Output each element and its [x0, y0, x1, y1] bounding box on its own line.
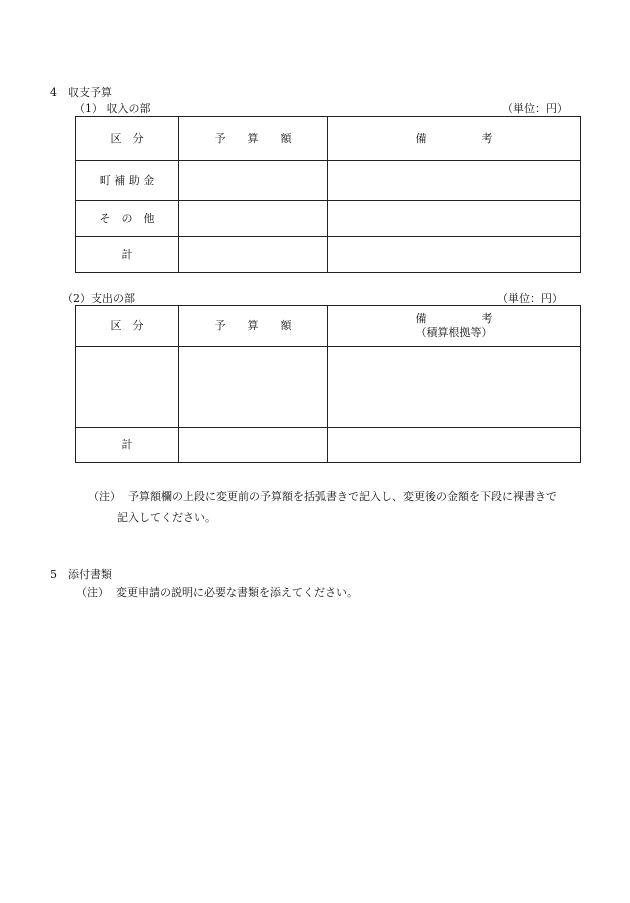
income-header-category: 区 分 — [76, 117, 179, 161]
expense-row-label[interactable] — [76, 347, 179, 428]
expense-header-amount: 予 算 額 — [179, 306, 328, 347]
income-remarks-cell[interactable] — [328, 161, 581, 201]
section5-note-text: 変更申請の説明に必要な書類を添えてください。 — [116, 586, 358, 599]
income-unit: （単位：円） — [502, 102, 568, 115]
table-row — [76, 428, 581, 463]
section4-note-line1: 予算額欄の上段に変更前の予算額を括弧書きで記入し、変更後の金額を下段に裸書きで — [128, 490, 557, 503]
expense-remarks-cell[interactable] — [328, 347, 581, 428]
section5-note-label: （注） — [76, 586, 109, 599]
income-header-remarks: 備 考 — [328, 117, 581, 161]
income-remarks-cell[interactable] — [328, 201, 581, 237]
table-row — [76, 201, 581, 237]
income-header-amount: 予 算 額 — [179, 117, 328, 161]
expense-amount-cell[interactable] — [179, 347, 328, 428]
expense-title: （2）支出の部 — [62, 292, 135, 305]
income-remarks-cell[interactable] — [328, 237, 581, 273]
income-amount-cell[interactable] — [179, 237, 328, 273]
income-row-label: 町 補 助 金 — [76, 161, 179, 201]
expense-total-label: 計 — [76, 428, 179, 463]
income-amount-cell[interactable] — [179, 161, 328, 201]
table-row — [76, 347, 581, 428]
expense-header-category: 区 分 — [76, 306, 179, 347]
expense-amount-cell[interactable] — [179, 428, 328, 463]
expense-header-remarks — [328, 306, 581, 347]
expense-table — [75, 305, 581, 463]
table-row — [76, 237, 581, 273]
section5-heading: 5 添付書類 — [50, 568, 112, 581]
expense-unit: （単位：円） — [497, 292, 563, 305]
income-header-row — [76, 117, 581, 161]
section4-note-label: （注） — [88, 490, 121, 503]
income-title: （1） 収入の部 — [74, 102, 151, 115]
table-row — [76, 161, 581, 201]
expense-remarks-cell[interactable] — [328, 428, 581, 463]
income-total-label: 計 — [76, 237, 179, 273]
expense-header-remarks-title: 備 考 — [415, 312, 493, 325]
income-amount-cell[interactable] — [179, 201, 328, 237]
section4-note-line2: 記入してください。 — [117, 511, 216, 524]
income-row-label: そ の 他 — [76, 201, 179, 237]
expense-header-remarks-sub: （積算根拠等） — [415, 326, 493, 339]
section4-heading: 4 収支予算 — [50, 86, 112, 99]
income-table — [75, 116, 581, 273]
expense-header-row — [76, 306, 581, 347]
